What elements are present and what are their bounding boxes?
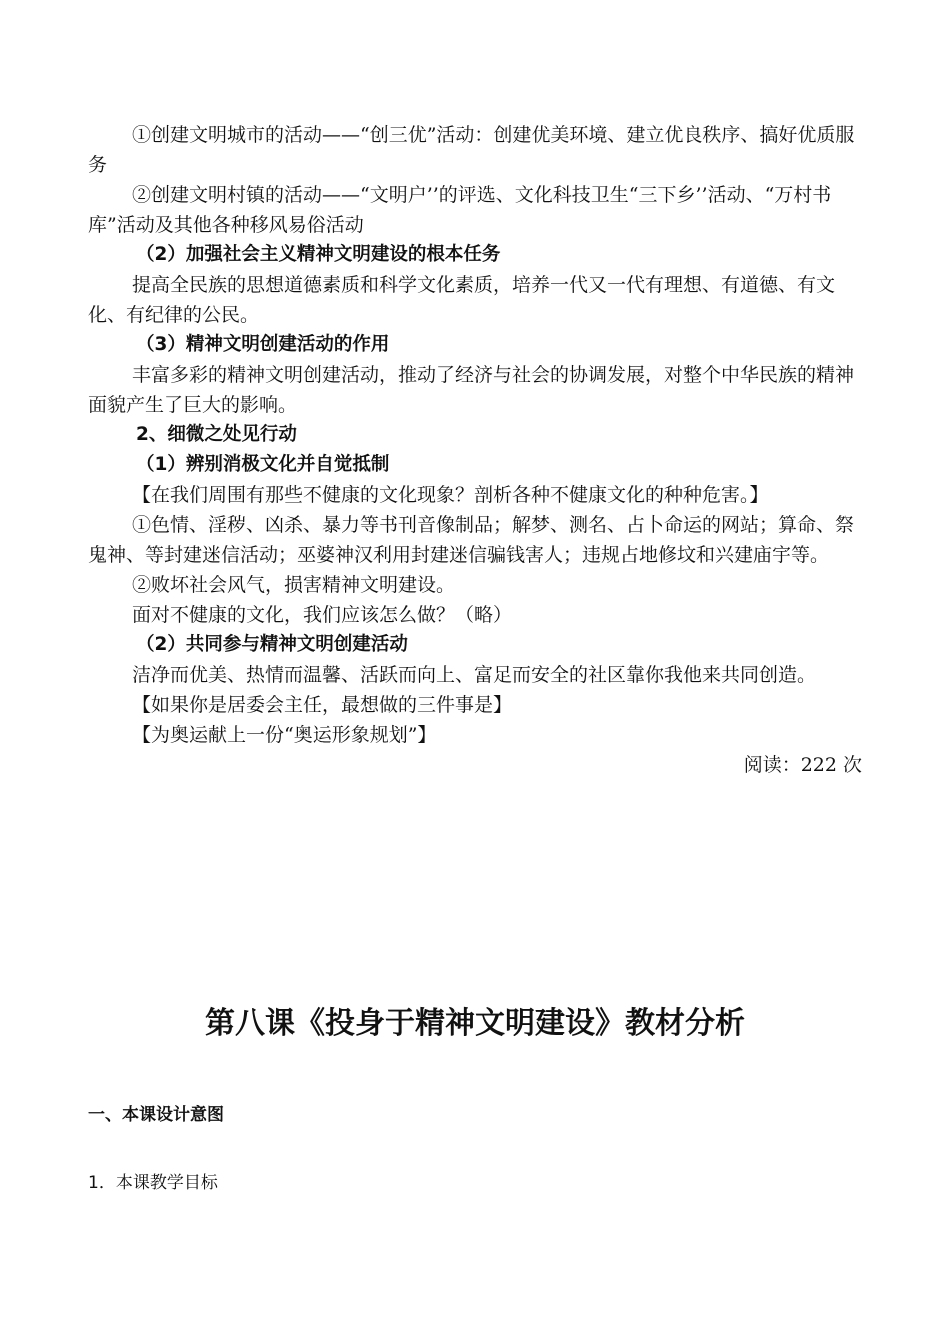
heading-details-action: 2、细微之处见行动 (136, 424, 297, 445)
paragraph-question-unhealthy: 【在我们周围有那些不健康的文化现象？剖析各种不健康文化的种种危害。】 (132, 484, 769, 506)
paragraph-city-activity: ①创建文明城市的活动——“创三优”活动：创建优美环境、建立优良秩序、搞好优质服务 (88, 124, 855, 176)
paragraph-unhealthy-examples: ①色情、淫秽、凶杀、暴力等书刊音像制品；解梦、测名、占卜命运的网站；算命、祭鬼神、等封建迷信活动；巫婆神汉利用封建迷信骗钱害人；违规占地修坟和兴建庙宇等。 (88, 514, 855, 566)
paragraph-what-to-do: 面对不健康的文化，我们应该怎么做？（略） (132, 604, 513, 626)
paragraph-role: 丰富多彩的精神文明创建活动，推动了经济与社会的协调发展，对整个中华民族的精神面貌产生了巨大的影响。 (88, 364, 855, 416)
subsection-heading: 1．本课教学目标 (88, 1173, 218, 1193)
paragraph-olympic-plan: 【为奥运献上一份“奥运形象规划”】 (132, 724, 437, 746)
paragraph-community: 洁净而优美、热情而温馨、活跃而向上、富足而安全的社区靠你我他来共同创造。 (132, 664, 817, 686)
lesson-title: 第八课《投身于精神文明建设》教材分析 (205, 1006, 745, 1041)
read-count: 阅读：222 次 (743, 754, 862, 776)
article-body (88, 120, 868, 780)
heading-participate: （2）共同参与精神文明创建活动 (136, 634, 408, 655)
paragraph-fundamental-task: 提高全民族的思想道德素质和科学文化素质，培养一代又一代有理想、有道德、有文化、有纪律的公民。 (88, 274, 836, 326)
paragraph-committee-director: 【如果你是居委会主任，最想做的三件事是】 (132, 694, 513, 716)
paragraph-village-activity: ②创建文明村镇的活动——“文明户’’的评选、文化科技卫生“三下乡’’活动、“万村书库”活动及其他各种移风易俗活动 (88, 184, 832, 236)
heading-identify-negative-culture: （1）辨别消极文化并自觉抵制 (136, 454, 390, 475)
paragraph-harm: ②败坏社会风气，损害精神文明建设。 (132, 574, 456, 596)
heading-role: （3）精神文明创建活动的作用 (136, 334, 390, 355)
section-heading: 一、本课设计意图 (88, 1105, 224, 1125)
heading-fundamental-task: （2）加强社会主义精神文明建设的根本任务 (136, 244, 501, 265)
